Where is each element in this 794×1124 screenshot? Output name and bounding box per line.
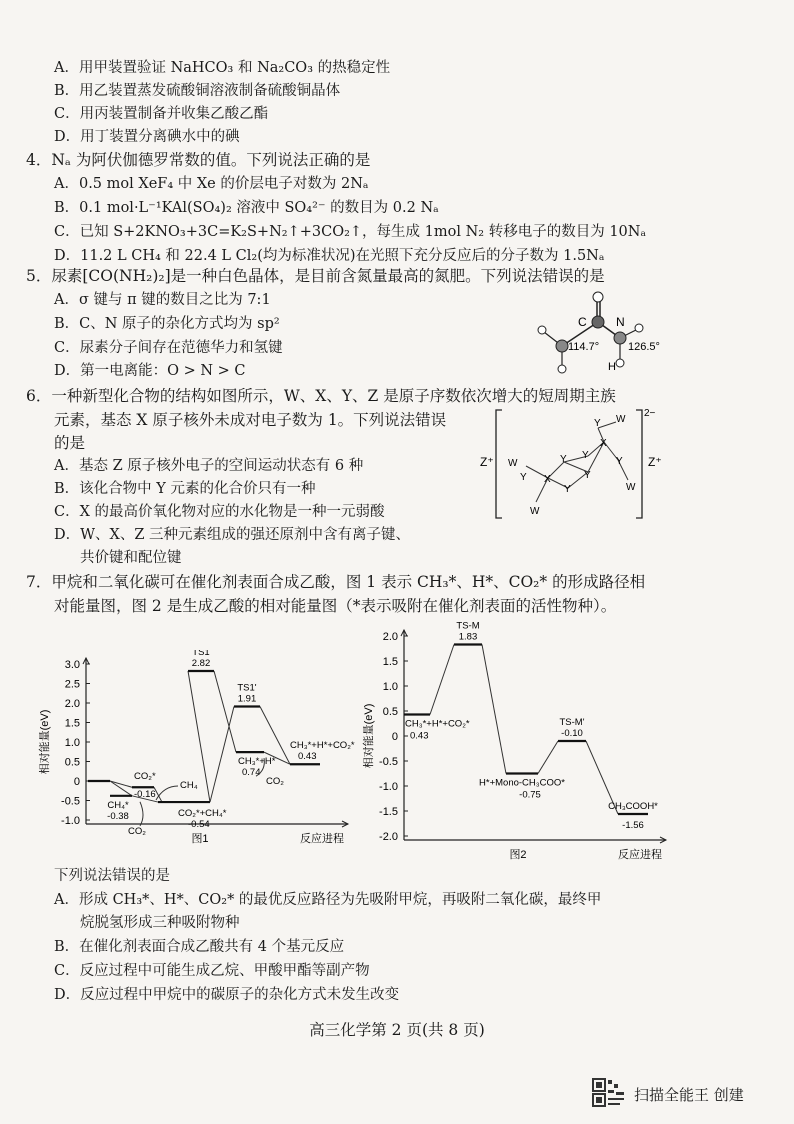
level-label: TS1 [192,650,210,659]
y-tick-label: 1.0 [64,737,80,749]
chart-title: 图1 [191,833,209,845]
atom-y-4: Y [594,418,601,429]
level-label: TS-M [456,622,480,632]
q5-stem: 5．尿素[CO(NH₂)₂]是一种白色晶体，是目前含氮量最高的氮肥。下列说法错误的是 [26,267,605,285]
atom-w-4: W [530,506,540,517]
q7-option-a-cont: 烷脱氢形成三种吸附物种 [80,915,240,931]
q6-option-a: A．基态 Z 原子核外电子的空间运动状态有 6 种 [54,458,364,474]
energy-chart-1 [28,650,358,860]
compound-structure-figure [476,406,686,522]
level-value: -1.56 [622,820,644,831]
level-label: CO₂* [134,771,156,783]
y-tick-label: -0.5 [379,756,398,768]
path-connector [430,645,454,715]
y-tick-label: 3.0 [64,659,80,671]
q6-option-d-cont: 共价键和配位键 [80,550,182,566]
z-right-label: Z⁺ [648,455,662,469]
atom-y-3: Y [582,450,589,461]
atom-y-2: Y [560,454,567,465]
q7-prompt: 下列说法错误的是 [54,868,170,884]
y-tick-label: 0.5 [64,756,80,769]
q4-option-d: D．11.2 L CH₄ 和 22.4 L Cl₂(均为标准状况)在光照下充分反应后的分子数为 1.5Nₐ [54,248,605,264]
annotation: CO₂ [128,825,146,837]
level-label: CH₄* [107,799,129,811]
charge-label: 2− [644,408,656,419]
atom-w-3: W [626,482,636,493]
y-tick-label: 2.0 [64,698,80,710]
oxygen-atom [593,292,603,302]
level-label: TS1' [237,682,257,694]
level-label: CO₂*+CH₄* [178,808,227,820]
atom-y-7: Y [584,470,591,481]
q3-option-a: A．用甲装置验证 NaHCO₃ 和 Na₂CO₃ 的热稳定性 [54,60,391,76]
level-value: -0.16 [134,789,156,801]
y-tick-label: -1.0 [61,815,80,827]
path-connector [482,645,506,774]
q3-option-b: B．用乙装置蒸发硫酸铜溶液制备硫酸铜晶体 [54,83,341,99]
level-value: -0.10 [561,728,583,739]
urea-label-n: N [616,315,625,329]
path-connector [110,781,132,796]
level-value: 0.43 [410,730,429,742]
y-tick-label: -1.0 [379,781,398,793]
atom-x-1: X [544,474,551,485]
atom-w-1: W [508,458,518,469]
y-tick-label: 2.5 [64,678,80,691]
path-connector [110,781,132,787]
urea-angle-2: 126.5° [628,341,660,353]
atom-y-1: Y [520,472,527,483]
y-axis-label: 相对能量(eV) [39,709,51,775]
q5-option-c: C．尿素分子间存在范德华力和氢键 [54,340,283,356]
atom-w-2: W [616,414,626,425]
y-tick-label: 1.5 [382,656,398,668]
level-label: H*+Mono-CH₃COO* [479,777,565,789]
energy-chart-2 [358,622,678,860]
q4-stem: 4．Nₐ 为阿伏伽德罗常数的值。下列说法正确的是 [26,151,371,169]
y-tick-label: -1.5 [379,806,398,818]
q6-stem-line-2: 元素，基态 X 原子核外未成对电子数为 1。下列说法错误 [54,411,447,429]
q7-option-a: A．形成 CH₃*、H*、CO₂* 的最优反应路径为先吸附甲烷，再吸附二氧化碳，最终甲 [54,892,602,908]
q4-option-c: C．已知 S+2KNO₃+3C=K₂S+N₂↑+3CO₂↑，每生成 1mol N₂ 转移电子的数目为 10Nₐ [54,224,647,240]
level-label: CH₃*+H*+CO₂* [290,740,355,752]
level-value: -0.54 [188,819,210,831]
urea-angle-1: 114.7° [568,341,600,353]
level-value: 0.43 [298,751,317,763]
level-label: TS-M' [559,717,585,728]
x-axis-label: 反应进程 [618,849,662,860]
atom-y-5: Y [616,456,623,467]
q7-stem-line-2: 对能量图，图 2 是生成乙酸的相对能量图（*表示吸附在催化剂表面的活性物种）。 [54,597,617,615]
qr-logo-icon [592,1078,626,1108]
nitrogen-atom-left [556,340,568,352]
y-tick-label: 1.0 [382,681,398,693]
y-axis-label: 相对能量(eV) [363,703,375,769]
level-label: CH₃COOH* [608,801,658,812]
q6-option-b: B．该化合物中 Y 元素的化合价只有一种 [54,481,316,497]
urea-structure-figure [530,288,705,378]
y-tick-label: 2.0 [382,631,398,643]
z-left-label: Z⁺ [480,455,494,469]
level-label: CH₃*+H*+CO₂* [405,718,470,730]
y-tick-label: 0 [391,731,398,743]
level-value: 2.82 [191,658,211,670]
annotation: CO₂ [266,776,284,788]
y-tick-label: 0 [73,776,80,788]
q4-option-a: A．0.5 mol XeF₄ 中 Xe 的价层电子对数为 2Nₐ [54,176,369,192]
x-axis-label: 反应进程 [300,833,344,845]
path-connector [210,707,234,803]
q6-stem-line-3: 的是 [54,434,86,452]
page-footer: 高三化学第 2 页(共 8 页) [309,1021,485,1039]
level-value: -0.75 [519,789,541,801]
level-value: 1.83 [458,631,478,643]
y-tick-label: -2.0 [379,831,398,843]
q7-option-b: B．在催化剂表面合成乙酸共有 4 个基元反应 [54,939,345,955]
level-value: -0.38 [107,810,129,822]
level-label: CH₃*+H* [238,756,276,768]
y-tick-label: -0.5 [61,795,80,808]
level-value: 0.74 [242,767,261,779]
q7-option-c: C．反应过程中可能生成乙烷、甲酸甲酯等副产物 [54,963,370,979]
q3-option-d: D．用丁装置分离碘水中的碘 [54,129,240,145]
annotation: CH₄ [180,780,198,792]
y-tick-label: 0.5 [382,706,398,718]
chart-title: 图2 [509,849,527,860]
watermark-text: 扫描全能王 创建 [634,1086,744,1104]
q7-stem-line-1: 7．甲烷和二氧化碳可在催化剂表面合成乙酸，图 1 表示 CH₃*、H*、CO₂* 的形成路径相 [26,573,646,591]
q4-option-b: B．0.1 mol·L⁻¹KAl(SO₄)₂ 溶液中 SO₄²⁻ 的数目为 0.2 Nₐ [54,200,439,216]
atom-y-6: Y [564,484,571,495]
q5-option-d: D．第一电离能：O > N > C [54,363,246,379]
q6-stem-line-1: 6．一种新型化合物的结构如图所示，W、X、Y、Z 是原子序数依次增大的短周期主族 [26,387,616,405]
q7-option-d: D．反应过程中甲烷中的碳原子的杂化方式未发生改变 [54,987,400,1003]
carbon-atom [592,316,604,328]
q5-option-a: A．σ 键与 π 键的数目之比为 7:1 [54,292,271,308]
urea-label-h: H [608,361,616,373]
y-tick-label: 1.5 [64,717,80,730]
atom-x-2: X [600,438,607,449]
nitrogen-atom-right [614,332,626,344]
level-value: 1.91 [237,693,257,705]
q6-option-d: D．W、X、Z 三种元素组成的强还原剂中含有离子键、 [54,527,411,543]
urea-label-c: C [578,315,587,329]
arrow-co2-icon [140,802,143,826]
path-connector [538,741,558,774]
q3-option-c: C．用丙装置制备并收集乙酸乙酯 [54,106,269,122]
q5-option-b: B．C、N 原子的杂化方式均为 sp² [54,316,280,332]
q6-option-c: C．X 的最高价氧化物对应的水化物是一种一元弱酸 [54,504,385,520]
